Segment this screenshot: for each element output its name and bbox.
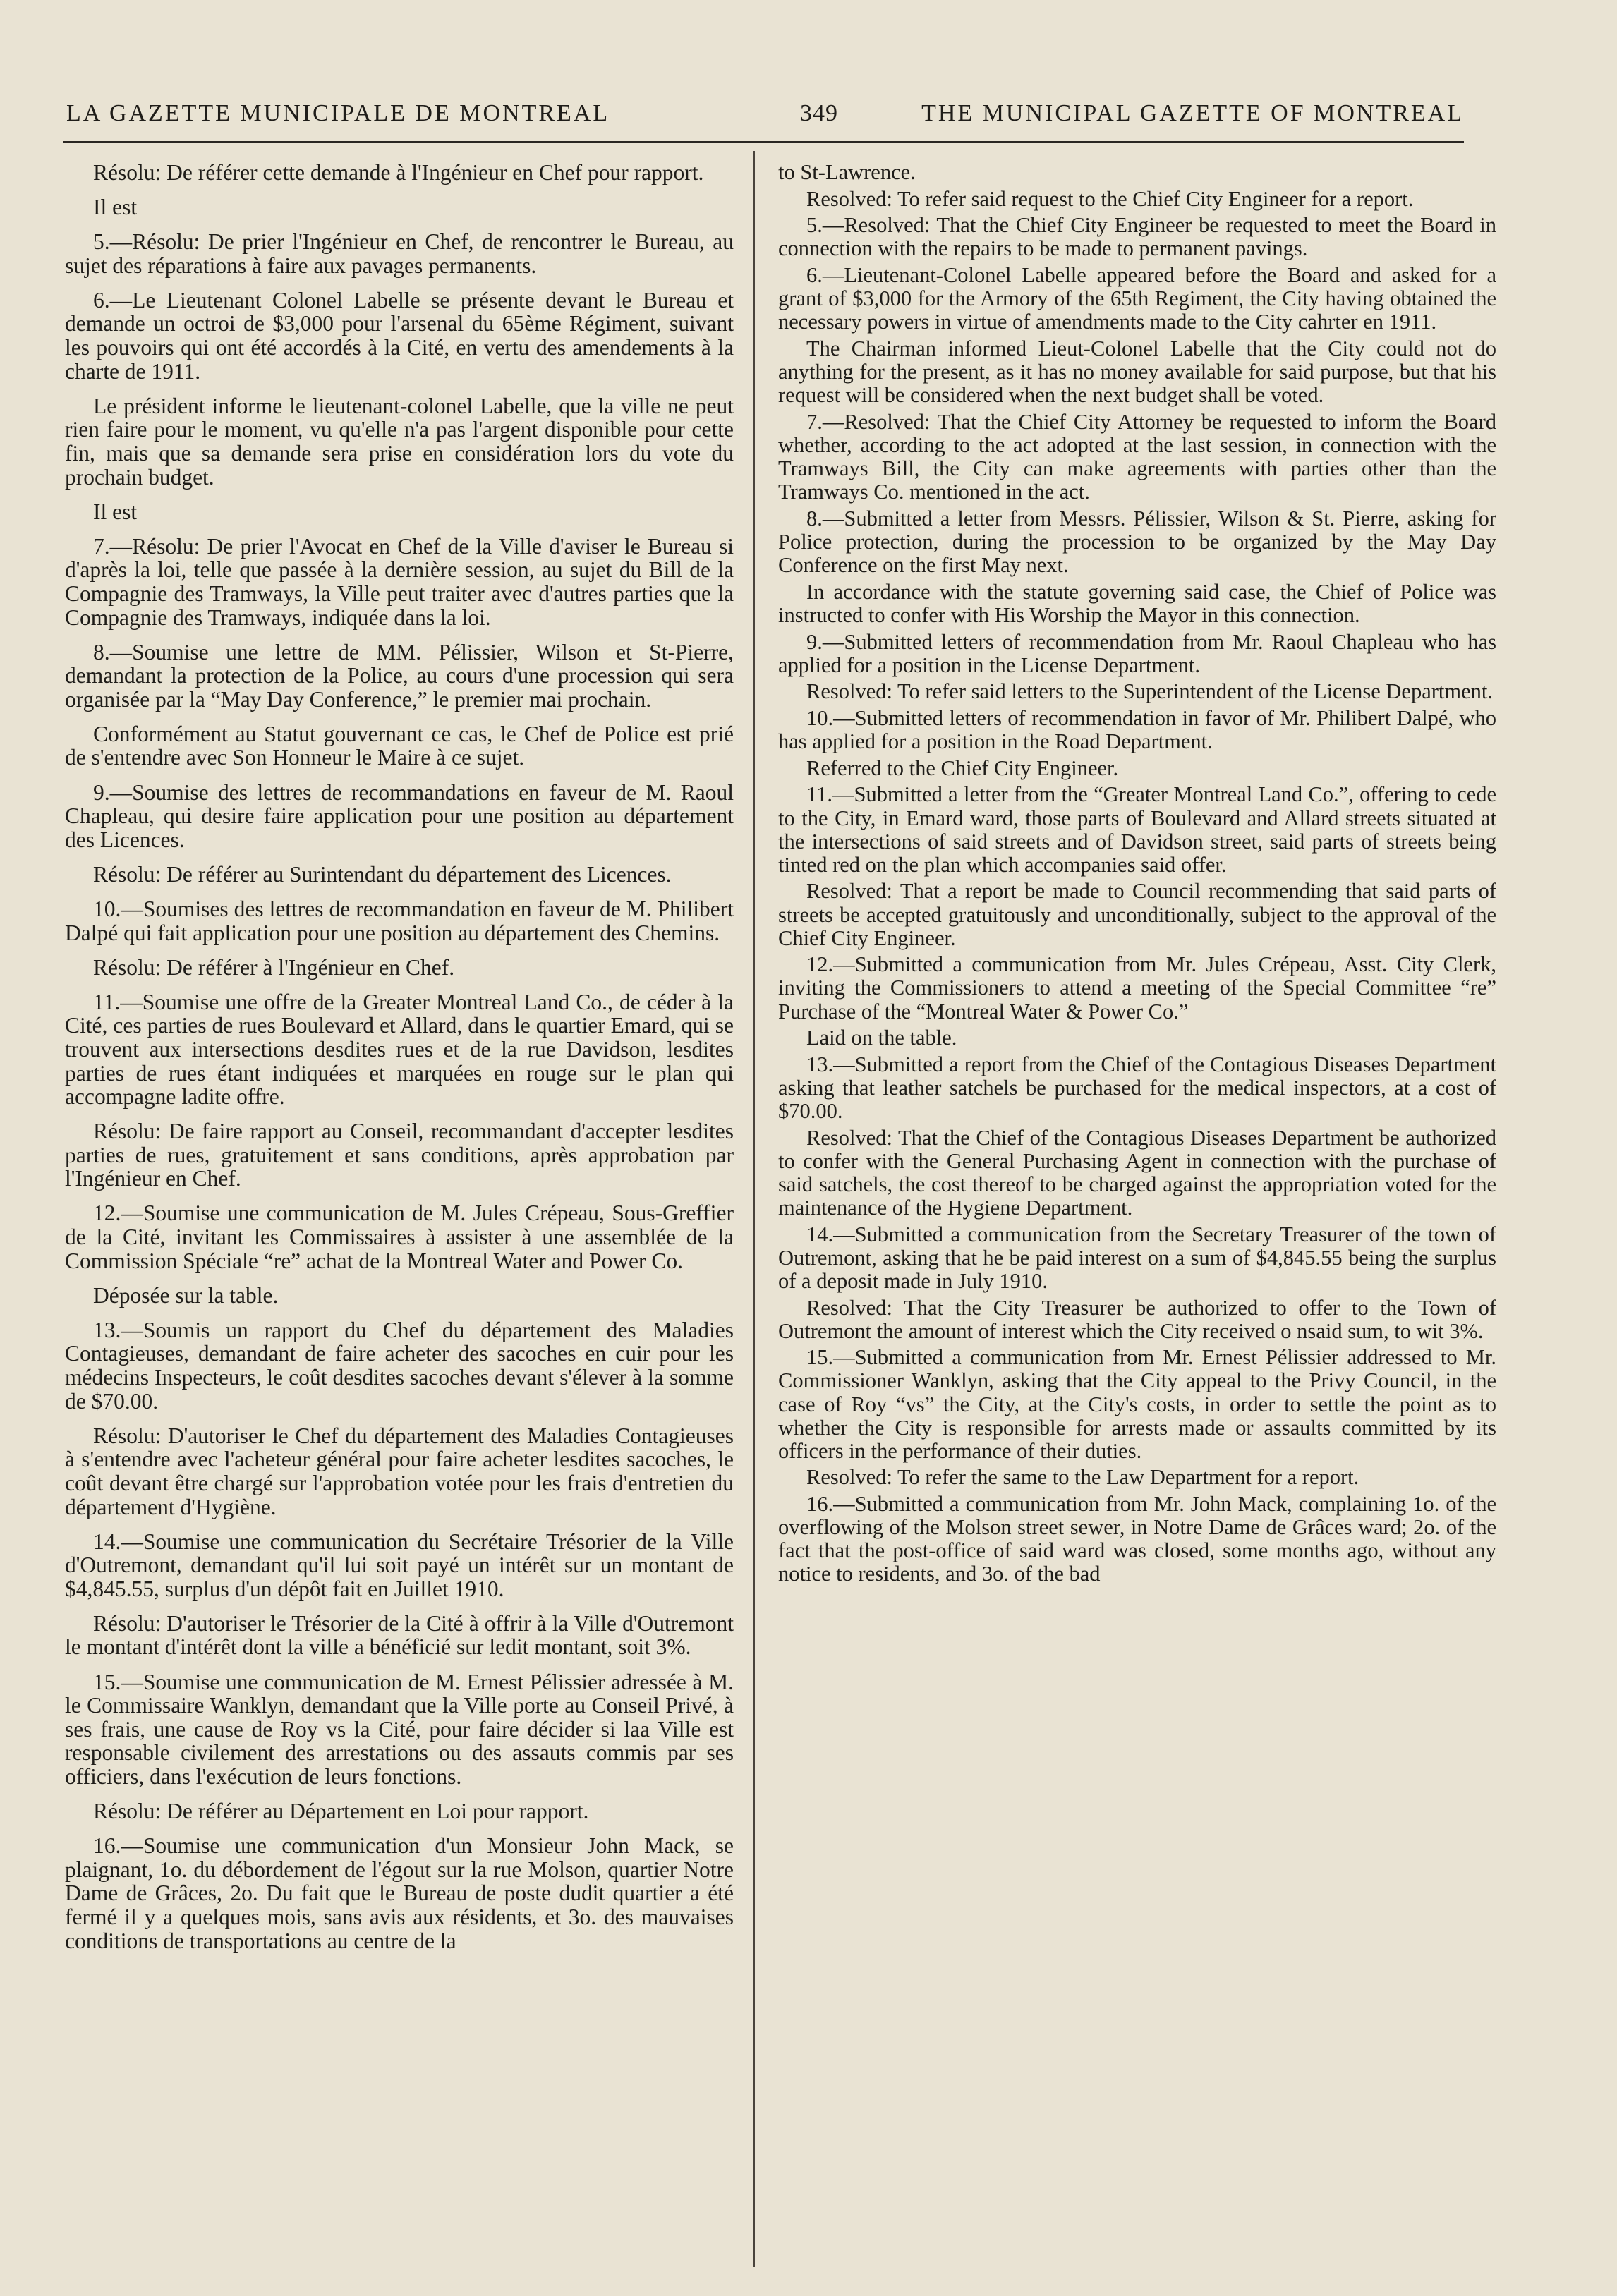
english-column: [778, 161, 1496, 2270]
english-paragraph: 13.—Submitted a report from the Chief of the Contagious Diseases Department asking that leather satchels be purchased for the medical inspectors, at a cost of $70.00.: [778, 1052, 1496, 1124]
french-paragraph: 7.—Résolu: De prier l'Avocat en Chef de la Ville d'aviser le Bureau si d'après la loi, telle que passée à la dernière session, au sujet du Bill de la Compagnie des Tramways, la Ville peut traiter avec d'autres parties que la Compagnie des Tramways, indiquée dans la loi.: [65, 533, 734, 630]
french-paragraph: Conformément au Statut gouvernant ce cas, le Chef de Police est prié de s'entendre avec Son Honneur le Maire à ce sujet.: [65, 721, 734, 770]
french-paragraph: Résolu: D'autoriser le Chef du département des Maladies Contagieuses à s'entendre avec l'acheteur général pour faire acheter lesdites sacoches, le coût devant être chargé sur l'approbation votée pour les frais d'entretien du département d'Hygiène.: [65, 1423, 734, 1519]
french-paragraph: Résolu: De référer à l'Ingénieur en Chef.: [93, 954, 455, 980]
french-paragraph: Il est: [93, 499, 138, 524]
english-paragraph: 11.—Submitted a letter from the “Greater Montreal Land Co.”, offering to cede to the City, in Emard ward, those parts of Boulevard and Allard streets situated at the intersections of said streets and of Davidson street, said parts of streets being tinted red on the plan which accompanies said offer.: [778, 782, 1496, 877]
french-paragraph: Le président informe le lieutenant-colonel Labelle, que la ville ne peut rien faire pour le moment, vu qu'elle n'a pas l'argent disponible pour cette fin, mais que sa demande sera prise en considération lors du vote du prochain budget.: [65, 393, 734, 490]
english-running-title: THE MUNICIPAL GAZETTE OF MONTREAL: [921, 100, 1464, 126]
french-paragraph: Résolu: De référer cette demande à l'Ingénieur en Chef pour rapport.: [93, 161, 704, 185]
english-paragraph: 9.—Submitted letters of recommendation from Mr. Raoul Chapleau who has applied for a position in the License Department.: [778, 629, 1496, 677]
french-paragraph: 15.—Soumise une communication de M. Ernest Pélissier adressée à M. le Commissaire Wanklyn, demandant que la Ville porte au Conseil Privé, à ses frais, une cause de Roy vs la Cité, pour faire décider si laa Ville est responsable civilement des arrestations ou des assauts commis par ses officiers, dans l'exécution de leurs fonctions.: [65, 1669, 734, 1789]
english-paragraph: Resolved: To refer the same to the Law Department for a report.: [806, 1465, 1359, 1490]
english-paragraph: The Chairman informed Lieut-Colonel Labelle that the City could not do anything for the present, as it has no money available for said purpose, but that his request will be considered when the next budget shall be voted.: [778, 336, 1496, 408]
french-paragraph: 5.—Résolu: De prier l'Ingénieur en Chef, de rencontrer le Bureau, au sujet des réparations à faire aux pavages permanents.: [65, 229, 734, 278]
french-paragraph: 12.—Soumise une communication de M. Jules Crépeau, Sous-Greffier de la Cité, invitant les Commissaires à assister à une assemblée de la Commission Spéciale “re” achat de la Montreal Water and Power Co.: [65, 1201, 734, 1273]
french-paragraph: Résolu: De faire rapport au Conseil, recommandant d'accepter lesdites parties de rues, gratuitement et sans conditions, après approbation par l'Ingénieur en Chef.: [65, 1119, 734, 1191]
english-paragraph: Resolved: To refer said request to the Chief City Engineer for a report.: [806, 186, 1414, 211]
english-paragraph: 16.—Submitted a communication from Mr. John Mack, complaining 1o. of the overflowing of the Molson street sewer, in Notre Dame de Grâces ward; 2o. of the fact that the post-office of said ward was closed, some months ago, without any notice to residents, and 3o. of the bad: [778, 1492, 1496, 1586]
english-paragraph: Resolved: To refer said letters to the Superintendent of the License Department.: [806, 679, 1493, 704]
english-paragraph: Laid on the table.: [806, 1026, 957, 1050]
french-paragraph: 10.—Soumises des lettres de recommandation en faveur de M. Philibert Dalpé qui fait application pour une position au département des Chemins.: [65, 896, 734, 945]
english-paragraph: In accordance with the statute governing said case, the Chief of Police was instructed to confer with His Worship the Mayor in this connection.: [778, 579, 1496, 627]
french-paragraph: Déposée sur la table.: [93, 1282, 279, 1308]
french-paragraph: 11.—Soumise une offre de la Greater Montreal Land Co., de céder à la Cité, ces parties de rues Boulevard et Allard, dans le quartier Emard, qui se trouvent aux intersections desdites rues et de la rue Davidson, lesdites parties de rues étant indiquées et marquées en rouge sur le plan qui accompagne ladite offre.: [65, 989, 734, 1110]
french-paragraph: 13.—Soumis un rapport du Chef du département des Maladies Contagieuses, demandant de faire acheter des sacoches en cuir pour les médecins Inspecteurs, le coût desdites sacoches devant s'élever à la somme de $70.00.: [65, 1317, 734, 1414]
french-paragraph: 14.—Soumise une communication du Secrétaire Trésorier de la Ville d'Outremont, demandant qu'il lui soit payé un intérêt sur un montant de $4,845.55, surplus d'un dépôt fait en Juillet 1910.: [65, 1529, 734, 1601]
english-paragraph: 15.—Submitted a communication from Mr. Ernest Pélissier addressed to Mr. Commissioner Wanklyn, asking that the City appeal to the Privy Council, in the case of Roy “vs” the City, at the City's costs, in order to settle the point as to whether the City is responsible for arrests made or assaults committed by its officers in the performance of their duties.: [778, 1345, 1496, 1463]
column-divider: [753, 151, 755, 2267]
page-number: 349: [800, 100, 838, 126]
english-paragraph: 10.—Submitted letters of recommendation in favor of Mr. Philibert Dalpé, who has applied for a position in the Road Department.: [778, 706, 1496, 754]
english-paragraph: Referred to the Chief City Engineer.: [806, 755, 1119, 780]
english-paragraph: 8.—Submitted a letter from Messrs. Pélissier, Wilson & St. Pierre, asking for Police protection, during the procession to be organized by the May Day Conference on the first May next.: [778, 506, 1496, 578]
page-header: [63, 90, 1464, 143]
french-running-title: LA GAZETTE MUNICIPALE DE MONTREAL: [66, 100, 610, 126]
french-paragraph: Il est: [93, 195, 138, 220]
french-paragraph: Résolu: De référer au Département en Loi pour rapport.: [93, 1799, 589, 1824]
french-paragraph: 8.—Soumise une lettre de MM. Pélissier, Wilson et St-Pierre, demandant la protection de la Police, au cours d'une procession qui sera organisée par la “May Day Conference,” le premier mai prochain.: [65, 639, 734, 712]
french-paragraph: Résolu: De référer au Surintendant du département des Licences.: [93, 861, 672, 887]
french-paragraph: 16.—Soumise une communication d'un Monsieur John Mack, se plaignant, 1o. du débordement de l'égout sur la rue Molson, quartier Notre Dame de Grâces, 2o. Du fait que le Bureau de poste dudit quartier a été fermé il y a quelques mois, sans avis aux résidents, et 3o. des mauvaises conditions de transportations au centre de la: [65, 1833, 734, 1953]
english-paragraph: 14.—Submitted a communication from the Secretary Treasurer of the town of Outremont, asking that he be paid interest on a sum of $4,845.55 being the surplus of a deposit made in July 1910.: [778, 1222, 1496, 1293]
english-paragraph: to St-Lawrence.: [778, 161, 916, 184]
french-paragraph: 6.—Le Lieutenant Colonel Labelle se présente devant le Bureau et demande un octroi de $3,000 pour l'arsenal du 65ème Régiment, suivant les pouvoirs qui ont été accordés à la Cité, en vertu des amendements à la charte de 1911.: [65, 287, 734, 384]
french-paragraph: Résolu: D'autoriser le Trésorier de la Cité à offrir à la Ville d'Outremont le montant d'intérêt dont la ville a bénéficié sur ledit montant, soit 3%.: [65, 1610, 734, 1660]
english-paragraph: 12.—Submitted a communication from Mr. Jules Crépeau, Asst. City Clerk, inviting the Commissioners to attend a meeting of the Special Committee “re” Purchase of the “Montreal Water & Power Co.”: [778, 952, 1496, 1024]
english-paragraph: 6.—Lieutenant-Colonel Labelle appeared before the Board and asked for a grant of $3,000 for the Armory of the 65th Regiment, the City having obtained the necessary powers in virtue of amendments made to the City cahrter en 1911.: [778, 263, 1496, 334]
english-paragraph: Resolved: That the Chief of the Contagious Diseases Department be authorized to confer with the General Purchasing Agent in connection with the purchase of said satchels, the cost thereof to be charged against the appropriation voted for the maintenance of the Hygiene Department.: [778, 1125, 1496, 1220]
french-column: [65, 161, 734, 2270]
english-paragraph: Resolved: That a report be made to Council recommending that said parts of streets be accepted gratuitously and unconditionally, subject to the approval of the Chief City Engineer.: [778, 879, 1496, 950]
english-paragraph: Resolved: That the City Treasurer be authorized to offer to the Town of Outremont the amount of interest which the City received o nsaid sum, to wit 3%.: [778, 1295, 1496, 1343]
english-paragraph: 7.—Resolved: That the Chief City Attorney be requested to inform the Board whether, according to the act adopted at the last session, in connection with the Tramways Bill, the City can make agreements with parties other than the Tramways Co. mentioned in the act.: [778, 409, 1496, 504]
english-paragraph: 5.—Resolved: That the Chief City Engineer be requested to meet the Board in connection with the repairs to be made to permanent pavings.: [778, 213, 1496, 261]
french-paragraph: 9.—Soumise des lettres de recommandations en faveur de M. Raoul Chapleau, qui desire faire application pour une position au département des Licences.: [65, 779, 734, 852]
